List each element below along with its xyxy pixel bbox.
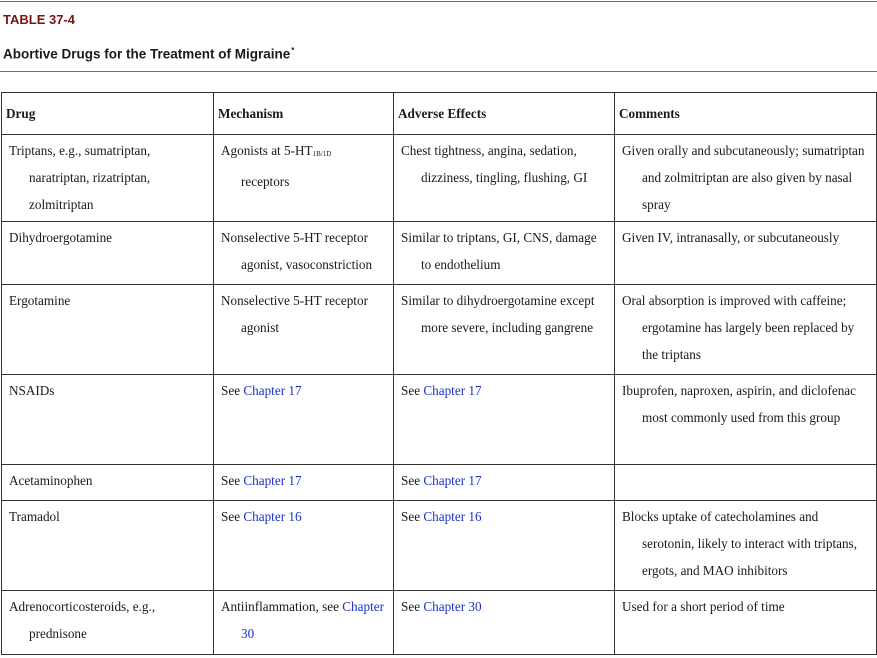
mechanism-cell: See Chapter 16 <box>214 501 394 591</box>
top-rule <box>0 1 877 2</box>
table-number: TABLE 37-4 <box>3 12 75 27</box>
drug-cell: Dihydroergotamine <box>2 222 214 285</box>
adverse-effects-cell: Similar to triptans, GI, CNS, damage to endothelium <box>394 222 615 285</box>
table-row <box>2 135 877 222</box>
chapter-link[interactable]: Chapter 16 <box>423 509 482 524</box>
chapter-link[interactable]: Chapter 17 <box>423 473 482 488</box>
adverse-effects-cell: See Chapter 30 <box>394 591 615 655</box>
comments-cell: Given IV, intranasally, or subcutaneously <box>615 222 877 285</box>
comments-cell: Given orally and subcutaneously; sumatriptan and zolmitriptan are also given by nasal spray <box>615 135 877 222</box>
chapter-link[interactable]: Chapter 17 <box>243 383 302 398</box>
title-rule <box>0 71 877 72</box>
table-title <box>3 46 294 62</box>
chapter-link[interactable]: Chapter 30 <box>423 599 482 614</box>
table-row <box>2 501 877 591</box>
table-row <box>2 285 877 375</box>
chapter-link[interactable]: Chapter 16 <box>243 509 302 524</box>
drug-cell: NSAIDs <box>2 375 214 465</box>
chapter-link[interactable]: Chapter 30 <box>241 599 384 641</box>
table-title-text: Abortive Drugs for the Treatment of Migraine <box>3 46 291 62</box>
column-header-mechanism: Mechanism <box>214 93 394 135</box>
drug-cell: Ergotamine <box>2 285 214 375</box>
comments-cell: Ibuprofen, naproxen, aspirin, and diclofenac most commonly used from this group <box>615 375 877 465</box>
comments-cell: Oral absorption is improved with caffeine; ergotamine has largely been replaced by the triptans <box>615 285 877 375</box>
footnote-mark: * <box>291 46 295 55</box>
table-row <box>2 465 877 501</box>
mechanism-cell: Agonists at $5-HT_{1B/1D}$ receptors <box>214 135 394 222</box>
column-header-adverse-effects: Adverse Effects <box>394 93 615 135</box>
adverse-effects-cell: Chest tightness, angina, sedation, dizziness, tingling, flushing, GI <box>394 135 615 222</box>
column-header-comments: Comments <box>615 93 877 135</box>
drug-cell: Acetaminophen <box>2 465 214 501</box>
comments-cell: Blocks uptake of catecholamines and serotonin, likely to interact with triptans, ergots, and MAO inhibitors <box>615 501 877 591</box>
table-row <box>2 222 877 285</box>
adverse-effects-cell: See Chapter 17 <box>394 465 615 501</box>
mechanism-cell: Nonselective 5-HT receptor agonist <box>214 285 394 375</box>
adverse-effects-cell: See Chapter 16 <box>394 501 615 591</box>
drug-cell: Triptans, e.g., sumatriptan, naratriptan, rizatriptan, zolmitriptan <box>2 135 214 222</box>
mechanism-cell: Antiinflammation, see Chapter 30 <box>214 591 394 655</box>
comments-cell <box>615 465 877 501</box>
comments-cell: Used for a short period of time <box>615 591 877 655</box>
chapter-link[interactable]: Chapter 17 <box>423 383 482 398</box>
mechanism-cell: See Chapter 17 <box>214 375 394 465</box>
mechanism-cell: See Chapter 17 <box>214 465 394 501</box>
drug-table <box>1 92 877 655</box>
table-row <box>2 591 877 655</box>
mechanism-cell: Nonselective 5-HT receptor agonist, vasoconstriction <box>214 222 394 285</box>
chapter-link[interactable]: Chapter 17 <box>243 473 302 488</box>
adverse-effects-cell: See Chapter 17 <box>394 375 615 465</box>
header-row <box>2 93 877 135</box>
drug-cell: Tramadol <box>2 501 214 591</box>
table-row <box>2 375 877 465</box>
adverse-effects-cell: Similar to dihydroergotamine except more severe, including gangrene <box>394 285 615 375</box>
drug-cell: Adrenocorticosteroids, e.g., prednisone <box>2 591 214 655</box>
column-header-drug: Drug <box>2 93 214 135</box>
